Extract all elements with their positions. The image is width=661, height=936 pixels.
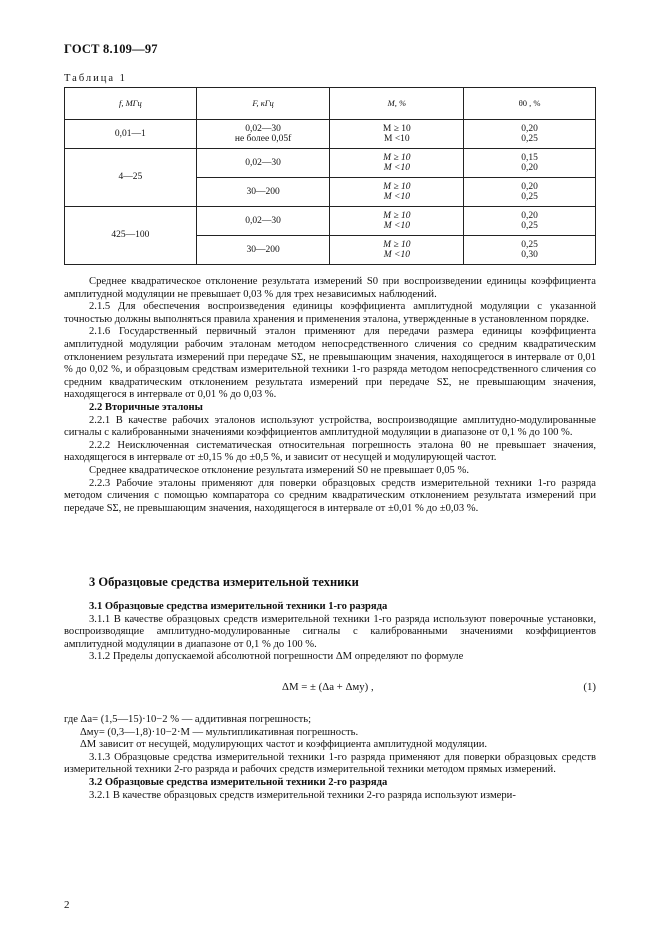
data-table [64, 87, 596, 265]
table-caption: Таблица 1 [64, 73, 127, 84]
cell-F: 30—200 [196, 236, 330, 265]
col-header-theta: θ0 , % [464, 88, 596, 120]
body-text-block-3 [64, 714, 596, 802]
paragraph: Δму= (0,3—1,8)·10−2·M — мультипликативная погрешность. [80, 726, 359, 738]
paragraph: 3.1.1 В качестве образцовых средств измерительной техники 1-го разряда используют поверочные установки, воспроизводящие амплитудно-модулированные сигналы с калиброванными значениями коэффициентов амплитудной модуляции в диапазоне от 0,1 % до 100 %. [64, 613, 596, 650]
paragraph: ΔM зависит от несущей, модулирующих частот и коэффициента амплитудной модуляции. [80, 739, 488, 751]
subsection-heading: 3.1 Образцовые средства измерительной техники 1-го разряда [89, 601, 388, 612]
paragraph: 2.2.3 Рабочие эталоны применяют для поверки образцовых средств измерительной техники 1-го разряда методом сличения с помощью компаратора со средним квадратическим отклонением результата измерений при передаче SΣ, не превышающим значения, находящегося в интервале от ±0,01 % до ±0,03 %. [64, 477, 596, 514]
paragraph: где Δa= (1,5—15)·10−2 % — аддитивная погрешность; [64, 714, 312, 725]
paragraph: 2.2.2 Неисключенная систематическая относительная погрешность эталона θ0 не превышает значения, находящегося в интервале от ±0,15 % до ±0,5 %, и зависит от несущей и модулирующей частот. [64, 439, 596, 464]
paragraph: 3.2.1 В качестве образцовых средств измерительной техники 2-го разряда используют измери- [89, 789, 516, 801]
table-row [65, 149, 596, 178]
cell-F: 0,02—30 [196, 207, 330, 236]
formula-number: (1) [583, 681, 596, 693]
cell-M: M ≥ 10 M <10 [330, 178, 464, 207]
cell-F: 0,02—30 [196, 149, 330, 178]
cell-F: 0,02—30 не более 0,05f [196, 120, 330, 149]
page-number: 2 [64, 899, 70, 911]
cell-theta: 0,25 0,30 [464, 236, 596, 265]
cell-f: 425—100 [65, 207, 197, 265]
table-header-row [65, 88, 596, 120]
paragraph: 3.1.2 Пределы допускаемой абсолютной погрешности ΔM определяют по формуле [89, 651, 464, 663]
paragraph: 2.2.1 В качестве рабочих эталонов используют устройства, воспроизводящие амплитудно-модулированные сигналы с калиброванными значениями коэффициентов амплитудной модуляции в диапазоне от 0,1 % до 100 %. [64, 414, 596, 439]
paragraph: 2.1.6 Государственный первичный эталон применяют для передачи размера единицы коэффициента амплитудной модуляции рабочим эталонам методом непосредственного сличения со средним квадратическим отклонением результата измерений при передаче SΣ, не превышающим значения, находящегося в интервале от 0,01 % до 0,02 %, и образцовым средствам измерительной техники 1-го разряда методом непосредственного сличения со средним квадратическим отклонением результата измерений при передаче SΣ, не превышающим значения, находящегося в интервале от 0,01 % до 0,03 %. [64, 326, 596, 401]
col-header-F: F, кГц [196, 88, 330, 120]
cell-theta: 0,20 0,25 [464, 120, 596, 149]
subsection-heading: 2.2 Вторичные эталоны [89, 401, 203, 413]
table-row [65, 120, 596, 149]
paragraph: 3.1.3 Образцовые средства измерительной техники 1-го разряда применяют для поверки образцовых средств измерительной техники 2-го разряда и рабочих средств измерительной техники методом прямых измерений. [64, 751, 596, 776]
cell-F: 30—200 [196, 178, 330, 207]
table-row [65, 207, 596, 236]
col-header-f: f, МГц [65, 88, 197, 120]
cell-f: 0,01—1 [65, 120, 197, 149]
paragraph: Среднее квадратическое отклонение результата измерений S0 при воспроизведении единицы коэффициента амплитудной модуляции не превышает 0,03 % для трех независимых наблюдений. [64, 276, 596, 300]
cell-f: 4—25 [65, 149, 197, 207]
cell-M: M ≥ 10 M <10 [330, 149, 464, 178]
cell-theta: 0,15 0,20 [464, 149, 596, 178]
cell-M: M ≥ 10 M <10 [330, 236, 464, 265]
cell-theta: 0,20 0,25 [464, 207, 596, 236]
formula: ΔM = ± (Δa + Δму) , [282, 681, 374, 693]
section-heading: 3 Образцовые средства измерительной техники [89, 575, 359, 589]
paragraph: Среднее квадратическое отклонение результата измерений S0 не превышает 0,05 %. [89, 464, 469, 476]
cell-M: M ≥ 10 M <10 [330, 207, 464, 236]
subsection-heading: 3.2 Образцовые средства измерительной техники 2-го разряда [89, 776, 388, 788]
cell-theta: 0,20 0,25 [464, 178, 596, 207]
document-header: ГОСТ 8.109—97 [64, 42, 158, 56]
paragraph: 2.1.5 Для обеспечения воспроизведения единицы коэффициента амплитудной модуляции с указанной точностью должны выполняться правила хранения и применения эталона, утвержденные в установленном порядке. [64, 301, 596, 325]
body-text-block-2 [64, 601, 596, 664]
cell-M: M ≥ 10 M <10 [330, 120, 464, 149]
col-header-M: M, % [330, 88, 464, 120]
body-text-block-1 [64, 276, 596, 515]
